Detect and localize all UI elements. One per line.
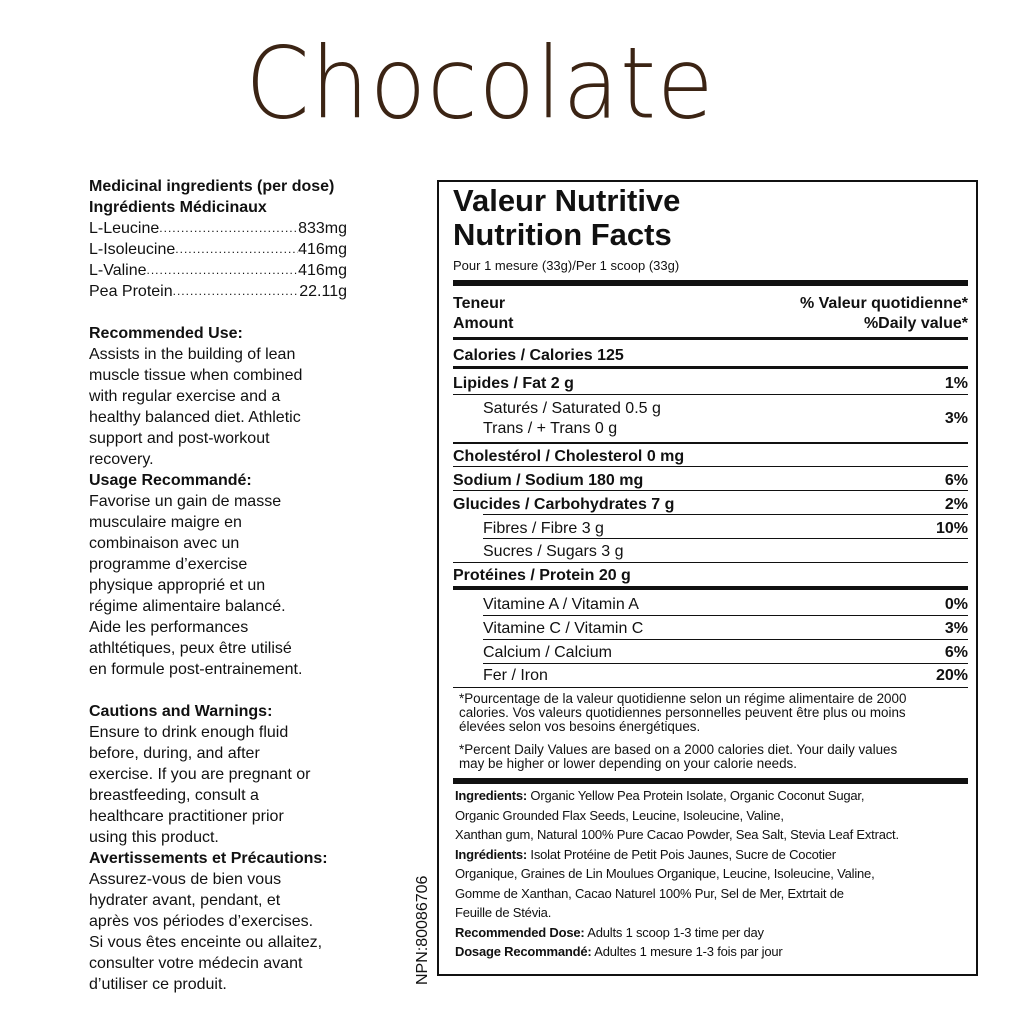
- usage-recommande-text: Favorise un gain de masse musculaire maigre en combinaison avec un programme d’exercise physique approprié et un régime alimentaire balancé. Aide les performances athltétiques, peux être utilisé en formule post-entrainement.: [89, 493, 303, 678]
- footnote-fr: *Pourcentage de la valeur quotidienne selon un régime alimentaire de 2000 calories. Vos valeurs quotidiennes personnelles peuvent être plus ou moins élevées selon vos besoins énergétiques.: [459, 691, 907, 734]
- vitamin-c-row: Vitamine C / Vitamin C 3%: [483, 620, 968, 637]
- fat-row: Lipides / Fat 2 g 1%: [453, 375, 968, 392]
- saturated-trans-row: Saturés / Saturated 0.5 g Trans / + Trans 0 g 3%: [483, 400, 968, 437]
- serving-size: Pour 1 mesure (33g)/Per 1 scoop (33g): [453, 258, 680, 273]
- nutrition-facts-panel: [437, 180, 978, 976]
- fibre-row: Fibres / Fibre 3 g 10%: [483, 520, 968, 537]
- usage-recommande-heading: Usage Recommandé:: [89, 472, 252, 489]
- medicinal-item: L-Leucine ..... 833mg: [89, 218, 347, 239]
- ingredients-label: Ingredients:: [455, 788, 527, 803]
- medicinal-item: L-Isoleucine ..... 416mg: [89, 239, 347, 260]
- avertissements-heading: Avertissements et Précautions:: [89, 850, 328, 867]
- cholesterol-row: Cholestérol / Cholesterol 0 mg: [453, 448, 685, 465]
- npn-number: NPN:80086706: [414, 875, 431, 985]
- medicinal-item: L-Valine ..... 416mg: [89, 260, 347, 281]
- calories-row: Calories / Calories 125: [453, 347, 624, 364]
- carbohydrates-row: Glucides / Carbohydrates 7 g 2%: [453, 496, 968, 513]
- sodium-row: Sodium / Sodium 180 mg 6%: [453, 472, 968, 489]
- thick-rule: [453, 280, 968, 286]
- recommended-use-text: Assists in the building of lean muscle tissue when combined with regular exercise and a healthy balanced diet. Athletic support and post-workout recovery.: [89, 346, 303, 468]
- left-info-column: [89, 176, 389, 995]
- medicinal-heading-en: Medicinal ingredients (per dose): [89, 178, 335, 195]
- column-headers: Teneur Amount % Valeur quotidienne* %Daily value*: [453, 295, 968, 332]
- vitamin-a-row: Vitamine A / Vitamin A 0%: [483, 596, 968, 613]
- medicinal-heading-fr: Ingrédients Médicinaux: [89, 199, 267, 216]
- dosage-recommande: Dosage Recommandé: Adultes 1 mesure 1-3 fois par jour: [455, 944, 783, 959]
- recommended-dose: Recommended Dose: Adults 1 scoop 1-3 time per day: [455, 924, 764, 940]
- medicinal-item: Pea Protein ..... 22.11g: [89, 281, 347, 302]
- recommended-use-heading: Recommended Use:: [89, 325, 243, 342]
- heading-fr: Valeur Nutritive: [453, 183, 681, 218]
- iron-row: Fer / Iron 20%: [483, 667, 968, 684]
- cautions-text: Ensure to drink enough fluid before, during, and after exercise. If you are pregnant or breastfeeding, consult a healthcare practitioner prior using this product.: [89, 724, 311, 846]
- ingredients-fr-label: Ingrédients:: [455, 846, 527, 862]
- product-title: Chocolate: [245, 25, 715, 142]
- panel-heading: [453, 184, 968, 252]
- ingredients-block: Ingredients: Organic Yellow Pea Protein Isolate, Organic Coconut Sugar, Organic Grounded Flax Seeds, Leucine, Isoleucine, Valine, Xanthan gum, Natural 100% Pure Cacao Powder, Sea Salt, Stevia Leaf Extract. Ingrédients: Isolat Protéine de Petit Pois Jaunes, Sucre de Cocotier Organique, Graines de Lin Moulues Organique, Leucine, Isoleucine, Valine, Gomme de Xanthan, Cacao Naturel 100% Pur, Sel de Mer, Extrtait de Feuille de Stévia. Recommended Dose: Adults 1 scoop 1-3 time per day Dosage Recommandé: Adultes 1 mesure 1-3 fois par jour: [455, 786, 936, 962]
- heading-en: Nutrition Facts: [453, 217, 672, 252]
- avertissements-text: Assurez-vous de bien vous hydrater avant, pendant, et après vos périodes d’exercises. Si vous êtes enceinte ou allaitez, consulter votre médecin avant d’utiliser ce produit.: [89, 871, 323, 993]
- sugars-row: Sucres / Sugars 3 g: [483, 543, 624, 560]
- protein-row: Protéines / Protein 20 g: [453, 567, 631, 584]
- calcium-row: Calcium / Calcium 6%: [483, 644, 968, 661]
- rule: [453, 337, 968, 340]
- rule: [453, 366, 968, 369]
- footnote-en: *Percent Daily Values are based on a 2000 calories diet. Your daily values may be higher or lower depending on your calorie needs.: [459, 742, 898, 771]
- cautions-heading: Cautions and Warnings:: [89, 703, 273, 720]
